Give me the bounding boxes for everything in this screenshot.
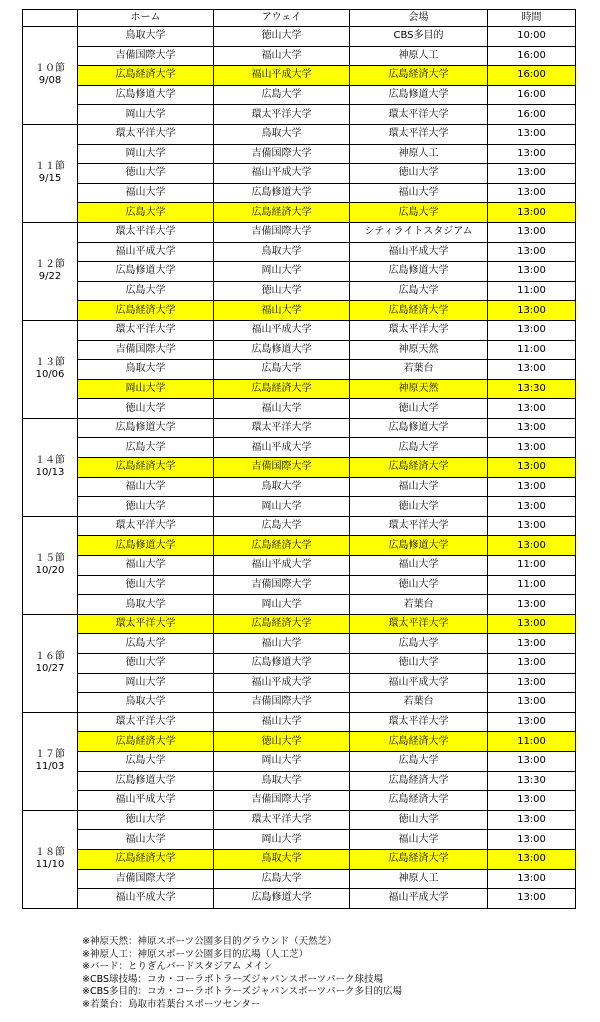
away-team-cell: 吉備国際大学 [214,458,350,478]
home-team-cell: 福山平成大学 [78,889,214,909]
home-team-cell: 岡山大学 [78,673,214,693]
away-team-cell: 福山平成大学 [214,438,350,458]
match-row [23,105,576,125]
match-row [23,771,576,791]
away-team-cell: 広島修道大学 [214,889,350,909]
time-cell: 13:00 [488,222,576,242]
match-row [23,830,576,850]
match-row [23,536,576,556]
time-cell: 13:00 [488,595,576,615]
time-cell: 13:00 [488,203,576,223]
footnote-line: ※神原人工：神原スポーツ公園多目的広場（人工芝） [82,948,309,960]
venue-cell: 広島経済大学 [350,732,488,752]
venue-cell: 福山大学 [350,830,488,850]
time-cell: 10:00 [488,27,576,47]
home-team-cell: 広島大学 [78,438,214,458]
venue-cell: 広島修道大学 [350,418,488,438]
away-team-cell: 広島経済大学 [214,203,350,223]
header-section [23,10,78,27]
match-row [23,634,576,654]
time-cell: 16:00 [488,66,576,86]
home-team-cell: 広島経済大学 [78,66,214,86]
venue-cell: 徳山大学 [350,654,488,674]
home-team-cell: 福山大学 [78,183,214,203]
home-team-cell: 吉備国際大学 [78,340,214,360]
match-row [23,183,576,203]
time-cell: 13:00 [488,320,576,340]
match-row [23,712,576,732]
home-team-cell: 岡山大学 [78,105,214,125]
venue-cell: 広島経済大学 [350,849,488,869]
away-team-cell: 福山大学 [214,399,350,419]
away-team-cell: 広島修道大学 [214,654,350,674]
venue-cell: 若葉台 [350,693,488,713]
match-row [23,458,576,478]
schedule-container [22,9,576,909]
match-row [23,85,576,105]
time-cell: 13:00 [488,751,576,771]
venue-cell: 環太平洋大学 [350,516,488,536]
header-venue: 会場 [350,10,488,27]
match-row [23,889,576,909]
time-cell: 13:00 [488,673,576,693]
time-cell: 13:00 [488,791,576,811]
section-label: １０節 [35,63,65,75]
away-team-cell: 吉備国際大学 [214,144,350,164]
footnote-line: ※CBS球技場：コカ・コーラボトラーズジャパンスポーツパーク球技場 [82,973,383,985]
venue-cell: 広島大学 [350,634,488,654]
venue-cell: 環太平洋大学 [350,712,488,732]
match-row [23,46,576,66]
away-team-cell: 福山平成大学 [214,164,350,184]
home-team-cell: 広島大学 [78,751,214,771]
match-row [23,340,576,360]
match-row [23,320,576,340]
home-team-cell: 環太平洋大学 [78,222,214,242]
section-date: 9/08 [38,75,62,87]
away-team-cell: 環太平洋大学 [214,105,350,125]
header-row [23,10,576,27]
away-team-cell: 環太平洋大学 [214,418,350,438]
match-row [23,27,576,47]
time-cell: 13:00 [488,516,576,536]
away-team-cell: 広島大学 [214,360,350,380]
time-cell: 13:00 [488,183,576,203]
time-cell: 13:00 [488,124,576,144]
away-team-cell: 吉備国際大学 [214,222,350,242]
time-cell: 13:00 [488,477,576,497]
match-row [23,360,576,380]
venue-cell: 広島大学 [350,281,488,301]
venue-cell: 徳山大学 [350,497,488,517]
match-row [23,791,576,811]
venue-cell: 神原天然 [350,340,488,360]
time-cell: 13:00 [488,654,576,674]
match-row [23,262,576,282]
venue-cell: 広島修道大学 [350,536,488,556]
home-team-cell: 広島修道大学 [78,418,214,438]
section-date: 10/13 [35,467,65,479]
time-cell: 13:00 [488,164,576,184]
venue-cell: 広島修道大学 [350,85,488,105]
schedule-body [23,27,576,909]
venue-cell: CBS多目的 [350,27,488,47]
venue-cell: 若葉台 [350,595,488,615]
time-cell: 13:00 [488,614,576,634]
away-team-cell: 鳥取大学 [214,849,350,869]
home-team-cell: 広島経済大学 [78,849,214,869]
away-team-cell: 岡山大学 [214,262,350,282]
venue-cell: 福山平成大学 [350,889,488,909]
home-team-cell: 環太平洋大学 [78,320,214,340]
match-row [23,164,576,184]
home-team-cell: 鳥取大学 [78,693,214,713]
section-label: １６節 [35,651,65,663]
section-label: １８節 [35,847,65,859]
section-date: 11/03 [35,761,65,773]
venue-cell: 徳山大学 [350,810,488,830]
time-cell: 16:00 [488,85,576,105]
section-date: 11/10 [35,859,65,871]
away-team-cell: 広島経済大学 [214,536,350,556]
time-cell: 11:00 [488,281,576,301]
venue-cell: 徳山大学 [350,399,488,419]
venue-cell: 広島経済大学 [350,771,488,791]
away-team-cell: 広島大学 [214,85,350,105]
venue-cell: 徳山大学 [350,164,488,184]
away-team-cell: 福山平成大学 [214,556,350,576]
home-team-cell: 環太平洋大学 [78,516,214,536]
match-row [23,144,576,164]
home-team-cell: 広島修道大学 [78,85,214,105]
match-row [23,379,576,399]
venue-cell: 環太平洋大学 [350,105,488,125]
venue-cell: 福山大学 [350,183,488,203]
away-team-cell: 広島大学 [214,869,350,889]
match-row [23,66,576,86]
time-cell: 13:30 [488,771,576,791]
footnote-line: ※神原天然：神原スポーツ公園多目的グラウンド（天然芝） [82,936,337,947]
match-row [23,693,576,713]
venue-cell: 広島大学 [350,438,488,458]
match-row [23,124,576,144]
venue-cell: 広島経済大学 [350,301,488,321]
match-row [23,301,576,321]
match-row [23,673,576,693]
time-cell: 13:00 [488,262,576,282]
venue-cell: 神原人工 [350,46,488,66]
away-team-cell: 岡山大学 [214,595,350,615]
section-cell [23,418,78,516]
venue-cell: 環太平洋大学 [350,614,488,634]
venue-cell: 広島大学 [350,751,488,771]
away-team-cell: 福山大学 [214,46,350,66]
away-team-cell: 広島修道大学 [214,183,350,203]
away-team-cell: 徳山大学 [214,732,350,752]
time-cell: 13:00 [488,438,576,458]
venue-cell: 神原天然 [350,379,488,399]
match-row [23,516,576,536]
away-team-cell: 広島大学 [214,516,350,536]
section-date: 9/15 [38,173,62,185]
venue-cell: 広島経済大学 [350,458,488,478]
venue-cell: 環太平洋大学 [350,320,488,340]
home-team-cell: 吉備国際大学 [78,46,214,66]
time-cell: 13:00 [488,458,576,478]
match-row [23,849,576,869]
section-cell [23,516,78,614]
home-team-cell: 吉備国際大学 [78,869,214,889]
away-team-cell: 鳥取大学 [214,242,350,262]
match-row [23,575,576,595]
section-cell [23,712,78,810]
home-team-cell: 鳥取大学 [78,595,214,615]
section-cell [23,614,78,712]
venue-cell: 神原人工 [350,869,488,889]
away-team-cell: 吉備国際大学 [214,791,350,811]
away-team-cell: 岡山大学 [214,751,350,771]
away-team-cell: 鳥取大学 [214,124,350,144]
time-cell: 13:00 [488,144,576,164]
match-row [23,281,576,301]
match-row [23,614,576,634]
time-cell: 11:00 [488,732,576,752]
venue-cell: 広島経済大学 [350,791,488,811]
home-team-cell: 広島大学 [78,281,214,301]
home-team-cell: 広島大学 [78,634,214,654]
away-team-cell: 鳥取大学 [214,477,350,497]
home-team-cell: 徳山大学 [78,164,214,184]
venue-cell: 徳山大学 [350,575,488,595]
venue-cell: 若葉台 [350,360,488,380]
home-team-cell: 鳥取大学 [78,27,214,47]
venue-cell: 福山平成大学 [350,673,488,693]
time-cell: 13:00 [488,418,576,438]
header-home: ホーム [78,10,214,27]
away-team-cell: 吉備国際大学 [214,693,350,713]
time-cell: 11:00 [488,556,576,576]
time-cell: 16:00 [488,105,576,125]
section-date: 10/27 [35,663,65,675]
section-date: 10/20 [35,565,65,577]
footnotes [82,936,402,1012]
away-team-cell: 福山平成大学 [214,320,350,340]
section-label: １３節 [35,357,65,369]
match-row [23,203,576,223]
home-team-cell: 徳山大学 [78,575,214,595]
footnote-line: ※バード：とりぎんバードスタジアム メイン [82,961,273,973]
time-cell: 13:00 [488,869,576,889]
match-row [23,595,576,615]
match-row [23,810,576,830]
home-team-cell: 福山平成大学 [78,242,214,262]
section-label: １１節 [35,161,65,173]
schedule-table [22,9,576,909]
home-team-cell: 徳山大学 [78,810,214,830]
section-date: 9/22 [38,271,62,283]
header-time: 時間 [488,10,576,27]
time-cell: 13:00 [488,497,576,517]
away-team-cell: 福山大学 [214,712,350,732]
match-row [23,497,576,517]
time-cell: 13:00 [488,810,576,830]
home-team-cell: 徳山大学 [78,497,214,517]
match-row [23,242,576,262]
match-row [23,438,576,458]
home-team-cell: 環太平洋大学 [78,712,214,732]
section-label: １７節 [35,749,65,761]
away-team-cell: 広島修道大学 [214,340,350,360]
away-team-cell: 福山平成大学 [214,66,350,86]
match-row [23,654,576,674]
match-row [23,418,576,438]
time-cell: 13:00 [488,242,576,262]
venue-cell: 福山平成大学 [350,242,488,262]
match-row [23,751,576,771]
venue-cell: 広島修道大学 [350,262,488,282]
section-cell [23,124,78,222]
header-away: アウェイ [214,10,350,27]
match-row [23,399,576,419]
time-cell: 11:00 [488,575,576,595]
home-team-cell: 環太平洋大学 [78,124,214,144]
section-label: １４節 [35,455,65,467]
time-cell: 13:00 [488,693,576,713]
venue-cell: 福山大学 [350,556,488,576]
venue-cell: シティライトスタジアム [350,222,488,242]
section-label: １２節 [35,259,65,271]
match-row [23,222,576,242]
match-row [23,869,576,889]
time-cell: 13:00 [488,830,576,850]
home-team-cell: 岡山大学 [78,144,214,164]
time-cell: 13:30 [488,379,576,399]
match-row [23,477,576,497]
venue-cell: 広島大学 [350,203,488,223]
away-team-cell: 広島経済大学 [214,614,350,634]
away-team-cell: 環太平洋大学 [214,810,350,830]
away-team-cell: 吉備国際大学 [214,575,350,595]
section-cell [23,320,78,418]
section-cell [23,810,78,908]
venue-cell: 神原人工 [350,144,488,164]
home-team-cell: 福山大学 [78,477,214,497]
away-team-cell: 鳥取大学 [214,771,350,791]
section-label: １５節 [35,553,65,565]
time-cell: 13:00 [488,399,576,419]
home-team-cell: 鳥取大学 [78,360,214,380]
footnote-line: ※若葉台：鳥取市若葉台スポーツセンター [82,998,261,1010]
section-cell [23,222,78,320]
away-team-cell: 徳山大学 [214,27,350,47]
home-team-cell: 広島修道大学 [78,771,214,791]
footnote-line: ※CBS多目的：コカ・コーラボトラーズジャパンスポーツパーク多目的広場 [82,986,402,998]
home-team-cell: 徳山大学 [78,399,214,419]
home-team-cell: 岡山大学 [78,379,214,399]
home-team-cell: 広島大学 [78,203,214,223]
venue-cell: 広島経済大学 [350,66,488,86]
time-cell: 13:00 [488,849,576,869]
time-cell: 11:00 [488,340,576,360]
away-team-cell: 岡山大学 [214,830,350,850]
section-cell [23,27,78,125]
section-date: 10/06 [35,369,65,381]
home-team-cell: 環太平洋大学 [78,614,214,634]
home-team-cell: 広島修道大学 [78,262,214,282]
home-team-cell: 福山大学 [78,830,214,850]
time-cell: 13:00 [488,301,576,321]
time-cell: 13:00 [488,634,576,654]
away-team-cell: 福山大学 [214,634,350,654]
away-team-cell: 岡山大学 [214,497,350,517]
home-team-cell: 広島経済大学 [78,301,214,321]
time-cell: 16:00 [488,46,576,66]
away-team-cell: 広島経済大学 [214,379,350,399]
venue-cell: 福山大学 [350,477,488,497]
away-team-cell: 福山平成大学 [214,673,350,693]
venue-cell: 環太平洋大学 [350,124,488,144]
home-team-cell: 福山大学 [78,556,214,576]
home-team-cell: 徳山大学 [78,654,214,674]
away-team-cell: 徳山大学 [214,281,350,301]
match-row [23,556,576,576]
home-team-cell: 広島経済大学 [78,458,214,478]
away-team-cell: 福山大学 [214,301,350,321]
home-team-cell: 福山平成大学 [78,791,214,811]
home-team-cell: 広島経済大学 [78,732,214,752]
time-cell: 13:00 [488,360,576,380]
time-cell: 13:00 [488,536,576,556]
home-team-cell: 広島修道大学 [78,536,214,556]
time-cell: 13:00 [488,889,576,909]
match-row [23,732,576,752]
time-cell: 13:00 [488,712,576,732]
